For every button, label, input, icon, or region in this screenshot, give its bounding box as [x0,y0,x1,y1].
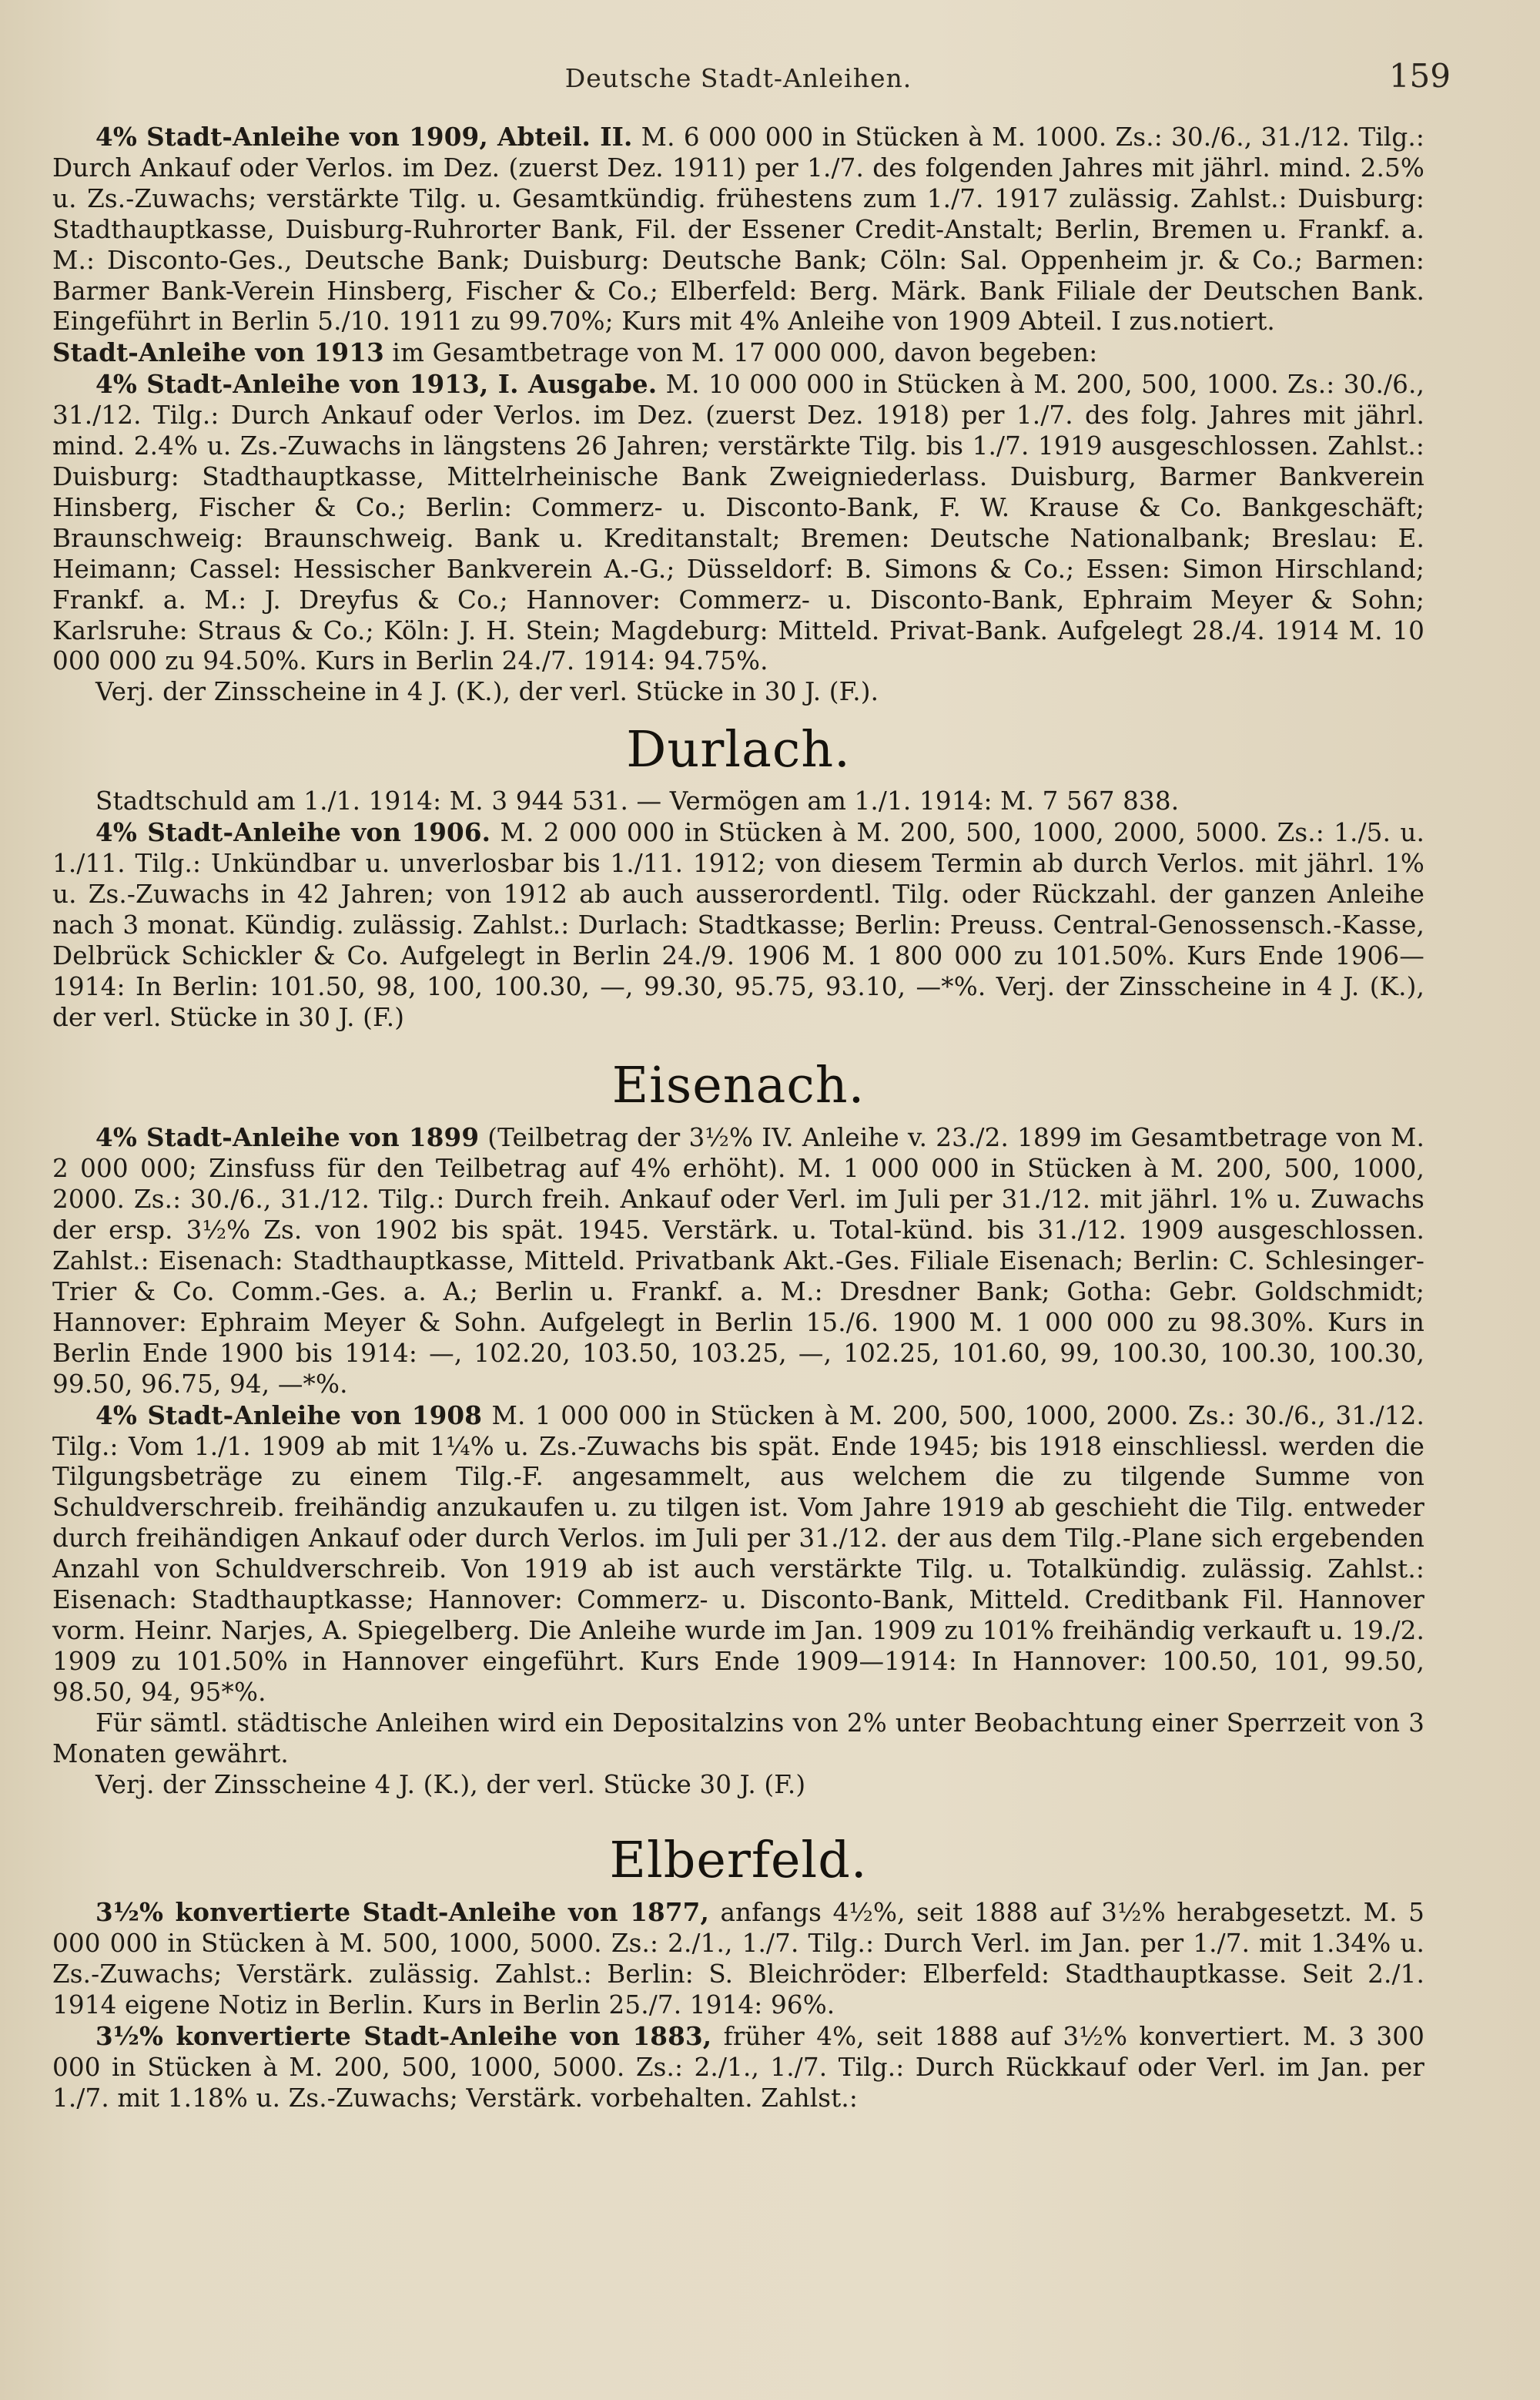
loan-entry-duisburg-1913-total [52,337,1424,369]
running-title: Deutsche Stadt-Anleihen. [564,63,912,93]
loan-title: 4% Stadt-Anleihe von 1909, Abteil. II. [95,122,633,152]
loan-title: 4% Stadt-Anleihe von 1913, I. Ausgabe. [95,369,658,400]
loan-entry-elberfeld-1883 [52,2021,1424,2114]
loan-details: im Gesamtbetrage von M. 17 000 000, davon begeben: [392,338,1098,368]
page-number: 159 [1388,57,1451,95]
loan-details: (Teilbetrag der 3½% IV. Anleihe v. 23./2. 1899 im Gesamtbetrage von M. 2 000 000; Zinsfuss für den Teilbetrag auf 4% erhöht). M. 1 000 000 in Stücken à M. 200, 500, 1000, 2000. Zs.: 30./6., 31./12. Tilg.: Durch freih. Ankauf oder Verl. im Juli per 31./12. mit jährl. 1% u. Zuwachs der ersp. 3½% Zs. von 1902 bis spät. 1945. Verstärk. u. Total-künd. bis 31./12. 1909 ausgeschlossen. Zahlst.: Eisenach: Stadthauptkasse, Mitteld. Privatbank Akt.-Ges. Filiale Eisenach; Berlin: C. Schlesinger-Trier & Co. Comm.-Ges. a. A.; Berlin u. Frankf. a. M.: Dresdner Bank; Gotha: Gebr. Goldschmidt; Hannover: Ephraim Meyer & Sohn. Aufgelegt in Berlin 15./6. 1900 M. 1 000 000 zu 98.30%. Kurs in Berlin Ende 1900 bis 1914: —, 102.20, 103.50, 103.25, —, 102.25, 101.60, 99, 100.30, 100.30, 100.30, 99.50, 96.75, 94, —*%. [52,1123,1424,1399]
loan-entry-durlach-1906 [52,817,1424,1033]
city-heading-durlach: Durlach. [626,721,851,779]
loan-details: M. 10 000 000 in Stücken à M. 200, 500, 1000. Zs.: 30./6., 31./12. Tilg.: Durch Ankauf oder Verlos. im Dez. (zuerst Dez. 1918) per 1./7. des folg. Jahres mit jährl. mind. 2.4% u. Zs.-Zuwachs in längstens 26 Jahren; verstärkte Tilg. bis 1./7. 1919 ausgeschlossen. Zahlst.: Duisburg: Stadthauptkasse, Mittelrheinische Bank Zweigniederlass. Duisburg, Barmer Bankverein Hinsberg, Fischer & Co.; Berlin: Commerz- u. Disconto-Bank, F. W. Krause & Co. Bankgeschäft; Braunschweig: Braunschweig. Bank u. Kreditanstalt; Bremen: Deutsche Nationalbank; Breslau: E. Heimann; Cassel: Hessischer Bankverein A.-G.; Düsseldorf: B. Simons & Co.; Essen: Simon Hirschland; Frankf. a. M.: J. Dreyfus & Co.; Hannover: Commerz- u. Disconto-Bank, Ephraim Meyer & Sohn; Karlsruhe: Straus & Co.; Köln: J. H. Stein; Magdeburg: Mitteld. Privat-Bank. Aufgelegt 28./4. 1914 M. 10 000 000 zu 94.50%. Kurs in Berlin 24./7. 1914: 94.75%. [52,370,1424,676]
prescription-note: Verj. der Zinsscheine in 4 J. (K.), der verl. Stücke in 30 J. (F.). [95,677,879,707]
loan-entry-duisburg-1913 [52,369,1424,677]
city-heading-eisenach: Eisenach. [611,1057,865,1115]
loan-title: 4% Stadt-Anleihe von 1908 [95,1399,483,1430]
loan-title: 4% Stadt-Anleihe von 1899 [95,1122,480,1153]
loan-entry-eisenach-1908 [52,1400,1424,1708]
body-text [52,122,1424,2114]
loan-title: Stadt-Anleihe von 1913 [52,337,384,368]
loan-details: M. 1 000 000 in Stücken à M. 200, 500, 1000, 2000. Zs.: 30./6., 31./12. Tilg.: Vom 1./1. 1909 ab mit 1¼% u. Zs.-Zuwachs bis spät. Ende 1945; bis 1918 einschliessl. werden die Tilgungsbeträge zu einem Tilg.-F. angesammelt, aus welchem die zu tilgende Summe von Schuldverschreib. freihändig anzukaufen u. zu tilgen ist. Vom Jahre 1919 ab geschieht die Tilg. entweder durch freihändigen Ankauf oder durch Verlos. im Juli per 31./12. der aus dem Tilg.-Plane sich ergebenden Anzahl von Schuldverschreib. Von 1919 ab ist auch verstärkte Tilg. u. Totalkündig. zulässig. Zahlst.: Eisenach: Stadthauptkasse; Hannover: Commerz- u. Disconto-Bank, Mitteld. Creditbank Fil. Hannover vorm. Heinr. Narjes, A. Spiegelberg. Die Anleihe wurde im Jan. 1909 zu 101% freihändig verkauft u. 19./2. 1909 zu 101.50% in Hannover eingeführt. Kurs Ende 1909—1914: In Hannover: 100.50, 101, 99.50, 98.50, 94, 95*%. [52,1400,1424,1707]
prescription-note: Verj. der Zinsscheine 4 J. (K.), der verl. Stücke 30 J. (F.) [95,1769,806,1799]
loan-details: M. 2 000 000 in Stücken à M. 200, 500, 1000, 2000, 5000. Zs.: 1./5. u. 1./11. Tilg.: Unkündbar u. unverlosbar bis 1./11. 1912; von diesem Termin ab durch Verlos. mit jährl. 1% u. Zs.-Zuwachs in 42 Jahren; von 1912 ab auch ausserordentl. Tilg. oder Rückzahl. der ganzen Anleihe nach 3 monat. Kündig. zulässig. Zahlst.: Durlach: Stadtkasse; Berlin: Preuss. Central-Genossensch.-Kasse, Delbrück Schickler & Co. Aufgelegt in Berlin 24./9. 1906 M. 1 800 000 zu 101.50%. Kurs Ende 1906—1914: In Berlin: 101.50, 98, 100, 100.30, —, 99.30, 95.75, 93.10, —*%. Verj. der Zinsscheine in 4 J. (K.), der verl. Stücke in 30 J. (F.) [52,818,1424,1032]
loan-entry-duisburg-1909 [52,122,1424,337]
loan-title: 3½% konvertierte Stadt-Anleihe von 1883, [95,2021,712,2052]
debt-summary: Stadtschuld am 1./1. 1914: M. 3 944 531. — Vermögen am 1./1. 1914: M. 7 567 838. [95,786,1180,816]
loan-title: 4% Stadt-Anleihe von 1906. [95,817,491,848]
loan-entry-eisenach-1899 [52,1122,1424,1399]
loan-entry-elberfeld-1877 [52,1897,1424,2021]
city-heading-elberfeld: Elberfeld. [609,1832,868,1890]
loan-title: 3½% konvertierte Stadt-Anleihe von 1877, [95,1897,709,1928]
loan-details: anfangs 4½%, seit 1888 auf 3½% herabgesetzt. M. 5 000 000 in Stücken à M. 500, 1000, 5000. Zs.: 2./1., 1./7. Tilg.: Durch Verl. im Jan. per 1./7. mit 1.34% u. Zs.-Zuwachs; Verstärk. zulässig. Zahlst.: Berlin: S. Bleichröder: Elberfeld: Stadthauptkasse. Seit 2./1. 1914 eigene Notiz in Berlin. Kurs in Berlin 25./7. 1914: 96%. [52,1898,1425,2020]
loan-details: M. 6 000 000 in Stücken à M. 1000. Zs.: 30./6., 31./12. Tilg.: Durch Ankauf oder Verlos. im Dez. (zuerst Dez. 1911) per 1./7. des folgenden Jahres mit jährl. mind. 2.5% u. Zs.-Zuwachs; verstärkte Tilg. u. Gesamtkündig. frühestens zum 1./7. 1917 zulässig. Zahlst.: Duisburg: Stadthauptkasse, Duisburg-Ruhrorter Bank, Fil. der Essener Credit-Anstalt; Berlin, Bremen u. Frankf. a. M.: Disconto-Ges., Deutsche Bank; Duisburg: Deutsche Bank; Cöln: Sal. Oppenheim jr. & Co.; Barmen: Barmer Bank-Verein Hinsberg, Fischer & Co.; Elberfeld: Berg. Märk. Bank Filiale der Deutschen Bank. Eingeführt in Berlin 5./10. 1911 zu 99.70%; Kurs mit 4% Anleihe von 1909 Abteil. I zus.notiert. [52,122,1424,337]
loan-details: früher 4%, seit 1888 auf 3½% konvertiert. M. 3 300 000 in Stücken à M. 200, 500, 1000, 5000. Zs.: 2./1., 1./7. Tilg.: Durch Rückkauf oder Verl. im Jan. per 1./7. mit 1.18% u. Zs.-Zuwachs; Verstärk. vorbehalten. Zahlst.: [52,2022,1424,2113]
running-head [52,57,1451,111]
deposit-interest-note: Für sämtl. städtische Anleihen wird ein Depositalzins von 2% unter Beobachtung einer Sperrzeit von 3 Monaten gewährt. [52,1708,1424,1768]
